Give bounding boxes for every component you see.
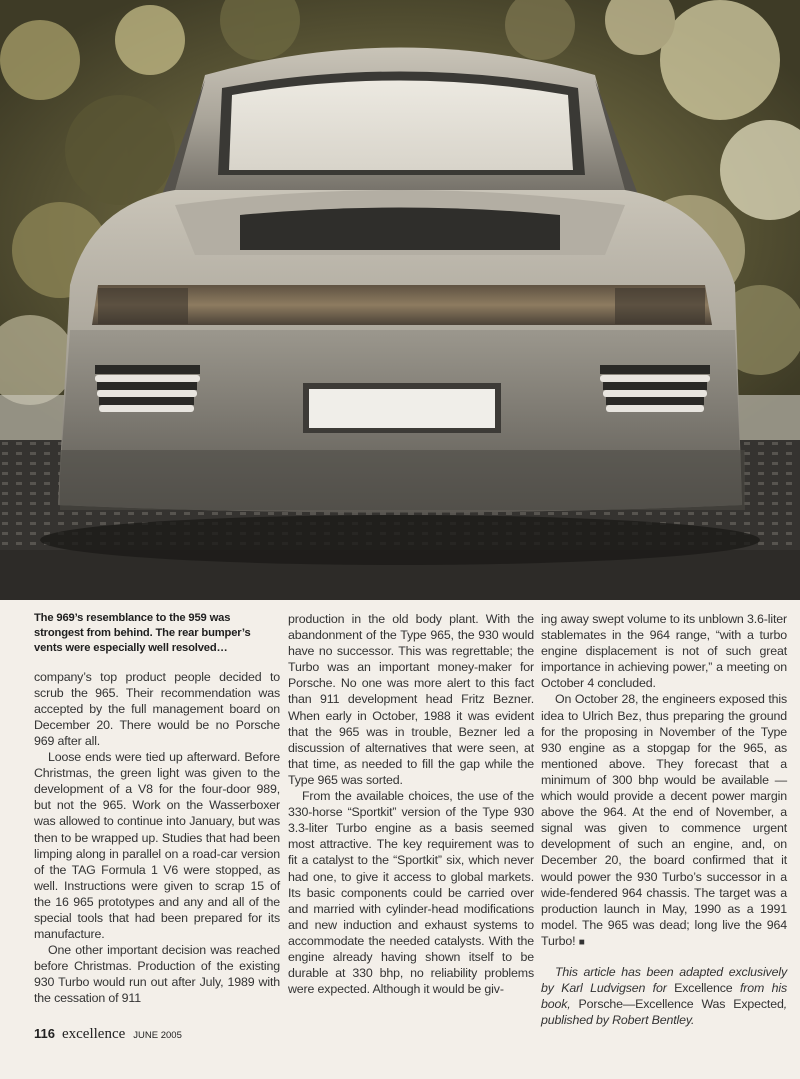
author-byline (541, 964, 787, 1028)
text-column-1 (34, 611, 280, 1007)
photo-caption: The 969’s resemblance to the 959 was strongest from behind. The rear bumper’s vents were especially well resolved… (34, 612, 251, 655)
paragraph-text: On October 28, the engineers exposed this idea to Ulrich Bez, thus preparing the ground for the proposing in November of the Type 930 engine as a stopgap for the 965, as mentioned above. They forecast that a minimum of 300 bhp would be available — which would provide a decent power margin above the 964. At the end of November, a signal was given to commence urgent development of such an engine, and, on December 20, the board confirmed that it would power the 930 Turbo’s successor in a wide-fendered 964 chassis. The target was a production launch in May, 1990 as a 1991 model. The 965 was dead; long live the 964 Turbo! (541, 692, 787, 948)
byline-text-1: This article has been adapted exclusively by Karl Ludvigsen for (541, 964, 787, 996)
byline-magazine: Excellence (674, 981, 733, 996)
byline-text-3: , published by Robert Bentley. (541, 997, 788, 1028)
paragraph: company’s top product people decided to scrub the 965. Their recommendation was accepted by the full management board on December 20. There would be no Porsche 969 after all. (34, 669, 280, 748)
byline-book-title: Porsche—Excellence Was Expected (578, 997, 784, 1012)
paragraph: One other important decision was reached before Christmas. Production of the existing 930 Turbo would run out after July, 1989 with the cessation of 911 (34, 943, 280, 1006)
page-number: 116 (34, 1026, 55, 1041)
text-column-3 (541, 611, 787, 1028)
paragraph: From the available choices, the use of the 330-horse “Sportkit” version of the Type 930 3.3-liter Turbo engine as a basis seemed most attractive. The key requirement was to fit a catalyst to the “Sportkit” six, which never had one, to give it access to global markets. Its basic components could be carried over and married with cylinder-head modifications and new induction and exhaust systems to accommodate the needed catalysts. With the engine already having shown itself to be durable at 330 bhp, no reliability problems were expected. Although it would be giv- (288, 789, 534, 997)
end-mark-icon: ■ (578, 936, 585, 948)
paragraph: Loose ends were tied up afterward. Before Christmas, the green light was given to the development of a V8 for the four-door 989, but not the 965. Work on the Wasserboxer was allowed to continue into January, but was then to be wrapped up. Studies that had been limping along in parallel on a road-car version of the TAG Formula 1 V6 were stopped, as well. Instructions were given to scrap 15 of the 16 965 prototypes and any and all of the special tools that had been prepared for its manufacture. (34, 750, 280, 942)
paragraph: production in the old body plant. With the abandonment of the Type 965, the 930 would have no successor. This was regrettable; the Turbo was an important money-maker for Porsche. No one was more alert to this fact than 911 development head Fritz Bezner. When early in October, 1988 it was evident that the 965 was in trouble, Bezner led a discussion of alternatives that were seen, at that time, as needed to fill the gap while the Type 965 was sorted. (288, 612, 534, 787)
issue-date: JUNE 2005 (133, 1030, 182, 1041)
text-column-2 (288, 611, 534, 997)
magazine-name: excellence (61, 1026, 126, 1042)
paragraph (541, 691, 787, 951)
byline-text-2: from his book, (541, 981, 787, 1012)
paragraph: ing away swept volume to its unblown 3.6-liter stablemates in the 964 range, “with a turbo engine displacement is not of such great importance in achieving power,” a meeting on October 4 concluded. (541, 612, 787, 691)
page-footer (34, 1025, 182, 1043)
